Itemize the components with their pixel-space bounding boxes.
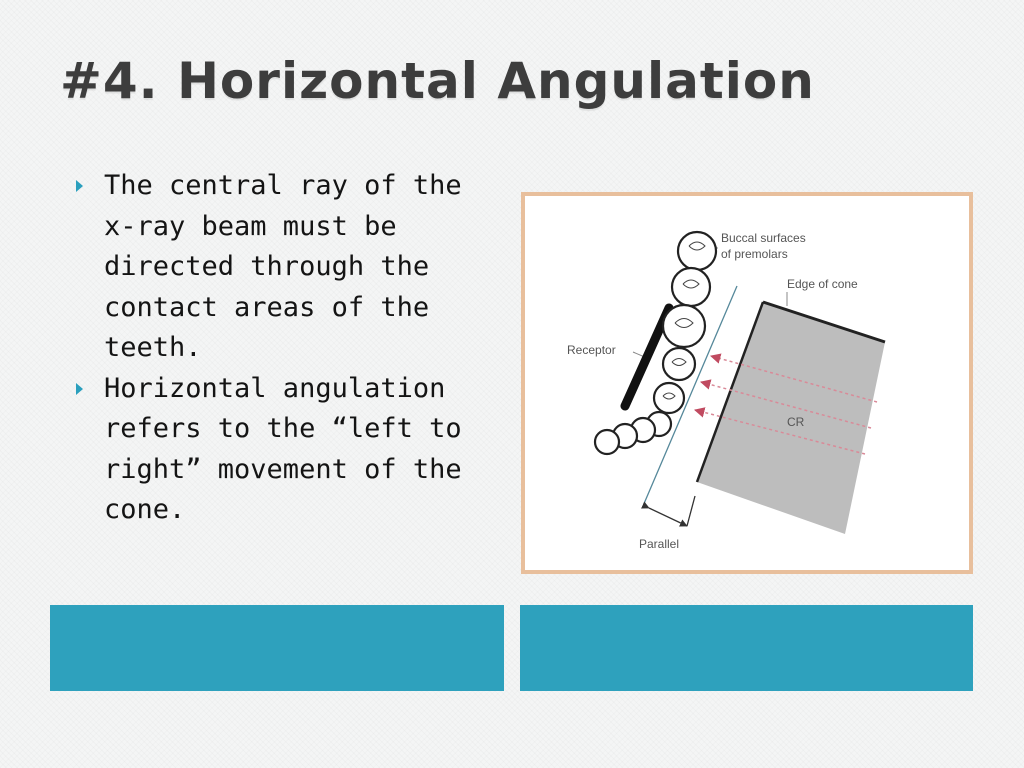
- bullet-item: [70, 369, 500, 531]
- footer-bar-right: [520, 605, 973, 691]
- slide-title: #4. Horizontal Angulation: [60, 52, 815, 110]
- parallel-indicator-tick: [687, 496, 695, 526]
- parallel-indicator: [649, 508, 687, 526]
- horizontal-angulation-diagram: [521, 192, 973, 574]
- diagram-svg: [525, 196, 969, 570]
- label-buccal-line2: of premolars: [721, 247, 788, 261]
- tooth: [672, 268, 710, 306]
- label-cr: CR: [787, 415, 805, 429]
- label-receptor: Receptor: [567, 343, 616, 357]
- bullet-item: [70, 166, 500, 369]
- label-parallel: Parallel: [639, 537, 680, 551]
- bullet-arrow-icon: [76, 383, 83, 395]
- label-buccal-line1: Buccal surfaces: [721, 231, 806, 245]
- bullet-list: [70, 166, 500, 531]
- bullet-text: Horizontal angulation refers to the “left to right” movement of the cone.: [104, 372, 462, 525]
- bullet-arrow-icon: [76, 180, 83, 192]
- tooth: [595, 430, 619, 454]
- tooth: [663, 305, 705, 347]
- tooth: [678, 232, 716, 270]
- tooth: [663, 348, 695, 380]
- tooth: [654, 383, 684, 413]
- label-edge-of-cone: Edge of cone: [787, 277, 858, 291]
- footer-bar-left: [50, 605, 504, 691]
- bullet-text: The central ray of the x-ray beam must be directed through the contact areas of the teeth.: [104, 170, 462, 363]
